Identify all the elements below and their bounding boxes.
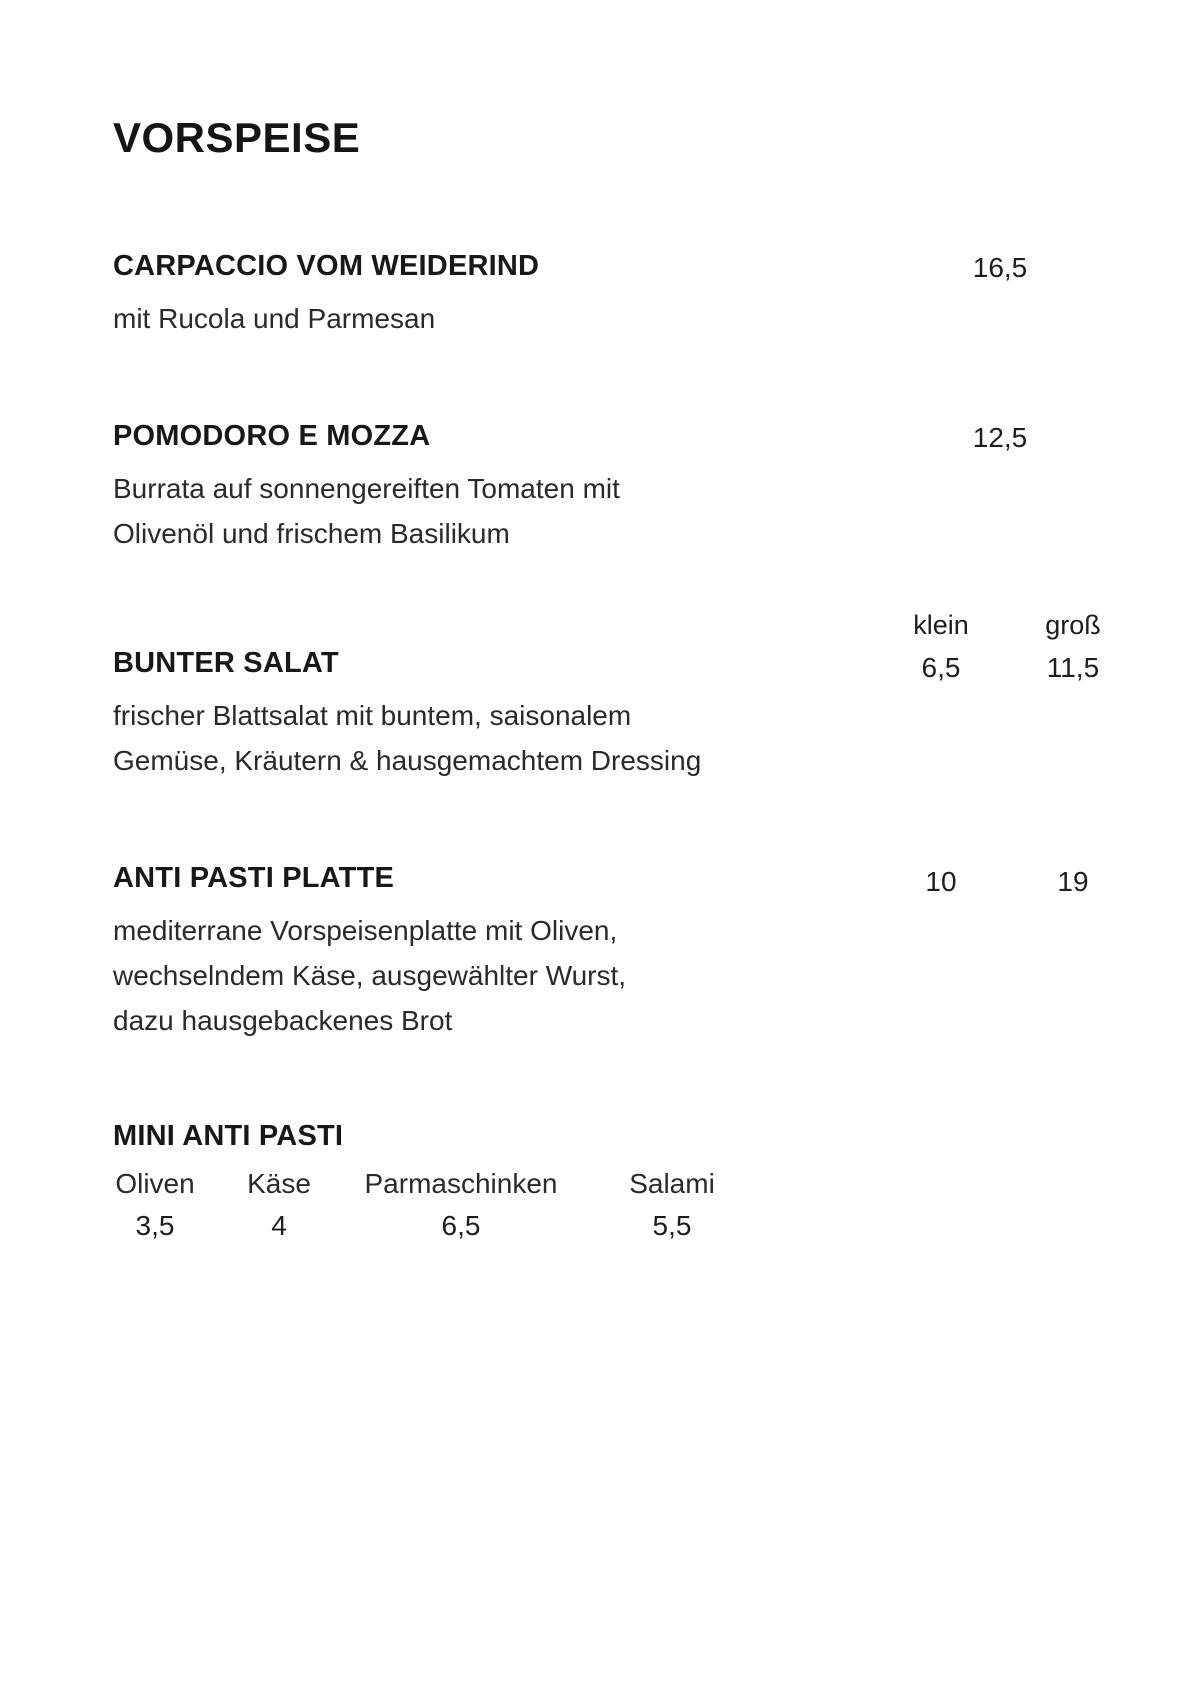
price-anti-pasti-large: 19 [1057,866,1089,897]
menu-item-description-line: mit Rucola und Parmesan [113,303,436,334]
menu-item-description-line: Olivenöl und frischem Basilikum [113,518,510,549]
price-bunter-salat-small: 6,5 [921,652,961,683]
menu-item-name: POMODORO E MOZZA [113,420,431,452]
menu-item-pomodoro [113,418,793,556]
menu-item-description-line: Burrata auf sonnengereiften Tomaten mit [113,473,620,504]
size-column-header-small: klein [913,610,969,640]
variant-price: 3,5 [135,1210,175,1241]
menu-item-description-line: wechselndem Käse, ausgewählter Wurst, [113,960,627,991]
menu-item-carpaccio [113,248,793,341]
menu-item-description-line: dazu hausgebackenes Brot [113,1005,453,1036]
menu-item-description-line: Gemüse, Kräutern & hausgemachtem Dressing [113,745,702,776]
price-bunter-salat-large: 11,5 [1046,652,1100,683]
variant-label: Parmaschinken [364,1168,558,1199]
size-column-header-large: groß [1045,610,1101,640]
variant-price: 5,5 [652,1210,692,1241]
variant-parmaschinken [365,1166,558,1244]
menu-item-anti-pasti-platte [113,860,793,1043]
variant-kaese [247,1166,311,1244]
menu-item-name: BUNTER SALAT [113,647,339,679]
menu-item-mini-anti-pasti [113,1118,793,1248]
variant-price: 4 [271,1210,287,1241]
section-title: VORSPEISE [113,114,361,161]
variant-price: 6,5 [441,1210,481,1241]
menu-item-description-line: frischer Blattsalat mit buntem, saisonalem [113,700,632,731]
price-carpaccio: 16,5 [972,252,1028,283]
variant-label: Salami [629,1168,715,1199]
menu-item-name: ANTI PASTI PLATTE [113,862,395,894]
variant-label: Käse [247,1168,311,1199]
variant-salami [629,1166,715,1244]
price-pomodoro: 12,5 [972,422,1028,453]
menu-item-name: MINI ANTI PASTI [113,1120,344,1152]
price-anti-pasti-small: 10 [925,866,957,897]
variant-row [113,1118,793,1248]
variant-oliven [115,1166,194,1244]
variant-label: Oliven [115,1168,195,1199]
menu-item-name: CARPACCIO VOM WEIDERIND [113,250,540,282]
menu-item-bunter-salat [113,645,793,783]
menu-item-description-line: mediterrane Vorspeisenplatte mit Oliven, [113,915,618,946]
